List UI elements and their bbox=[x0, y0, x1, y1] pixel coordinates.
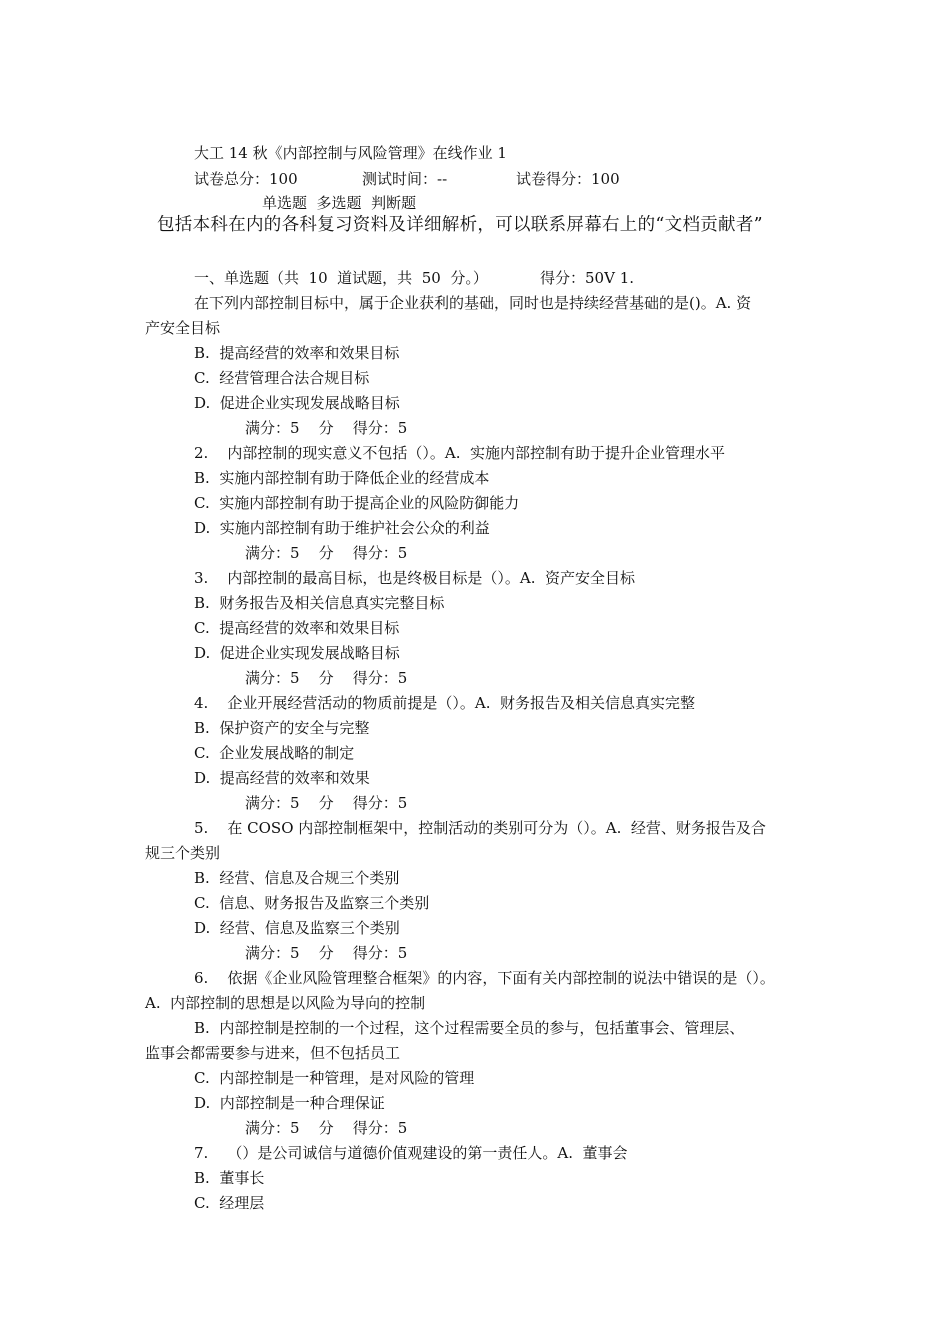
question-type-tabs: 单选题 多选题 判断题 bbox=[262, 194, 417, 212]
section-score: 得分：50V 1. bbox=[540, 269, 634, 287]
promo-banner: 包括本科在内的各科复习资料及详细解析，可以联系屏幕右上的“文档贡献者” bbox=[157, 215, 763, 235]
total-score: 试卷总分：100 bbox=[194, 170, 298, 188]
question-1-score: 满分：5 分 得分：5 bbox=[245, 419, 408, 437]
question-7-option-c: C. 经理层 bbox=[194, 1194, 265, 1212]
question-6-option-b: B. 内部控制是控制的一个过程，这个过程需要全员的参与，包括董事会、管理层、 bbox=[194, 1019, 745, 1037]
question-5-stem: 5. 在 COSO 内部控制框架中，控制活动的类别可分为（）。A. 经营、财务报告及合 bbox=[194, 819, 766, 837]
question-6-option-c: C. 内部控制是一种管理，是对风险的管理 bbox=[194, 1069, 475, 1087]
question-4-option-c: C. 企业发展战略的制定 bbox=[194, 744, 355, 762]
question-7-stem: 7. （）是公司诚信与道德价值观建设的第一责任人。A. 董事会 bbox=[194, 1144, 628, 1162]
question-7-option-b: B. 董事长 bbox=[194, 1169, 265, 1187]
question-4-option-b: B. 保护资产的安全与完整 bbox=[194, 719, 370, 737]
question-1-stem: 在下列内部控制目标中，属于企业获利的基础，同时也是持续经营基础的是()。A. 资 bbox=[194, 294, 752, 312]
question-5-option-d: D. 经营、信息及监察三个类别 bbox=[194, 919, 400, 937]
question-3-option-d: D. 促进企业实现发展战略目标 bbox=[194, 644, 400, 662]
question-2-stem: 2. 内部控制的现实意义不包括（）。A. 实施内部控制有助于提升企业管理水平 bbox=[194, 444, 726, 462]
question-2-option-c: C. 实施内部控制有助于提高企业的风险防御能力 bbox=[194, 494, 520, 512]
question-4-option-d: D. 提高经营的效率和效果 bbox=[194, 769, 370, 787]
question-6-stem: 6. 依据《企业风险管理整合框架》的内容，下面有关内部控制的说法中错误的是（）。 bbox=[194, 969, 775, 987]
question-3-score: 满分：5 分 得分：5 bbox=[245, 669, 408, 687]
question-2-option-b: B. 实施内部控制有助于降低企业的经营成本 bbox=[194, 469, 490, 487]
question-4-score: 满分：5 分 得分：5 bbox=[245, 794, 408, 812]
test-time: 测试时间：-- bbox=[362, 170, 448, 188]
question-5-option-b: B. 经营、信息及合规三个类别 bbox=[194, 869, 400, 887]
paper-score: 试卷得分：100 bbox=[516, 170, 620, 188]
question-4-stem: 4. 企业开展经营活动的物质前提是（）。A. 财务报告及相关信息真实完整 bbox=[194, 694, 696, 712]
question-1-option-c: C. 经营管理合法合规目标 bbox=[194, 369, 370, 387]
question-1-option-d: D. 促进企业实现发展战略目标 bbox=[194, 394, 400, 412]
question-1-option-b: B. 提高经营的效率和效果目标 bbox=[194, 344, 400, 362]
question-6-score: 满分：5 分 得分：5 bbox=[245, 1119, 408, 1137]
question-6-option-d: D. 内部控制是一种合理保证 bbox=[194, 1094, 385, 1112]
document-title: 大工 14 秋《内部控制与风险管理》在线作业 1 bbox=[194, 144, 507, 162]
question-3-stem: 3. 内部控制的最高目标，也是终极目标是（）。A. 资产安全目标 bbox=[194, 569, 636, 587]
question-3-option-c: C. 提高经营的效率和效果目标 bbox=[194, 619, 400, 637]
question-2-option-d: D. 实施内部控制有助于维护社会公众的利益 bbox=[194, 519, 490, 537]
question-2-score: 满分：5 分 得分：5 bbox=[245, 544, 408, 562]
question-6-option-b-cont: 监事会都需要参与进来，但不包括员工 bbox=[145, 1044, 401, 1062]
question-1-stem-cont: 产安全目标 bbox=[145, 319, 221, 337]
question-5-stem-cont: 规三个类别 bbox=[145, 844, 221, 862]
question-3-option-b: B. 财务报告及相关信息真实完整目标 bbox=[194, 594, 445, 612]
question-6-option-a: A. 内部控制的思想是以风险为导向的控制 bbox=[145, 994, 426, 1012]
section-heading: 一、单选题（共 10 道试题，共 50 分。） bbox=[194, 269, 488, 287]
question-5-score: 满分：5 分 得分：5 bbox=[245, 944, 408, 962]
question-5-option-c: C. 信息、财务报告及监察三个类别 bbox=[194, 894, 430, 912]
